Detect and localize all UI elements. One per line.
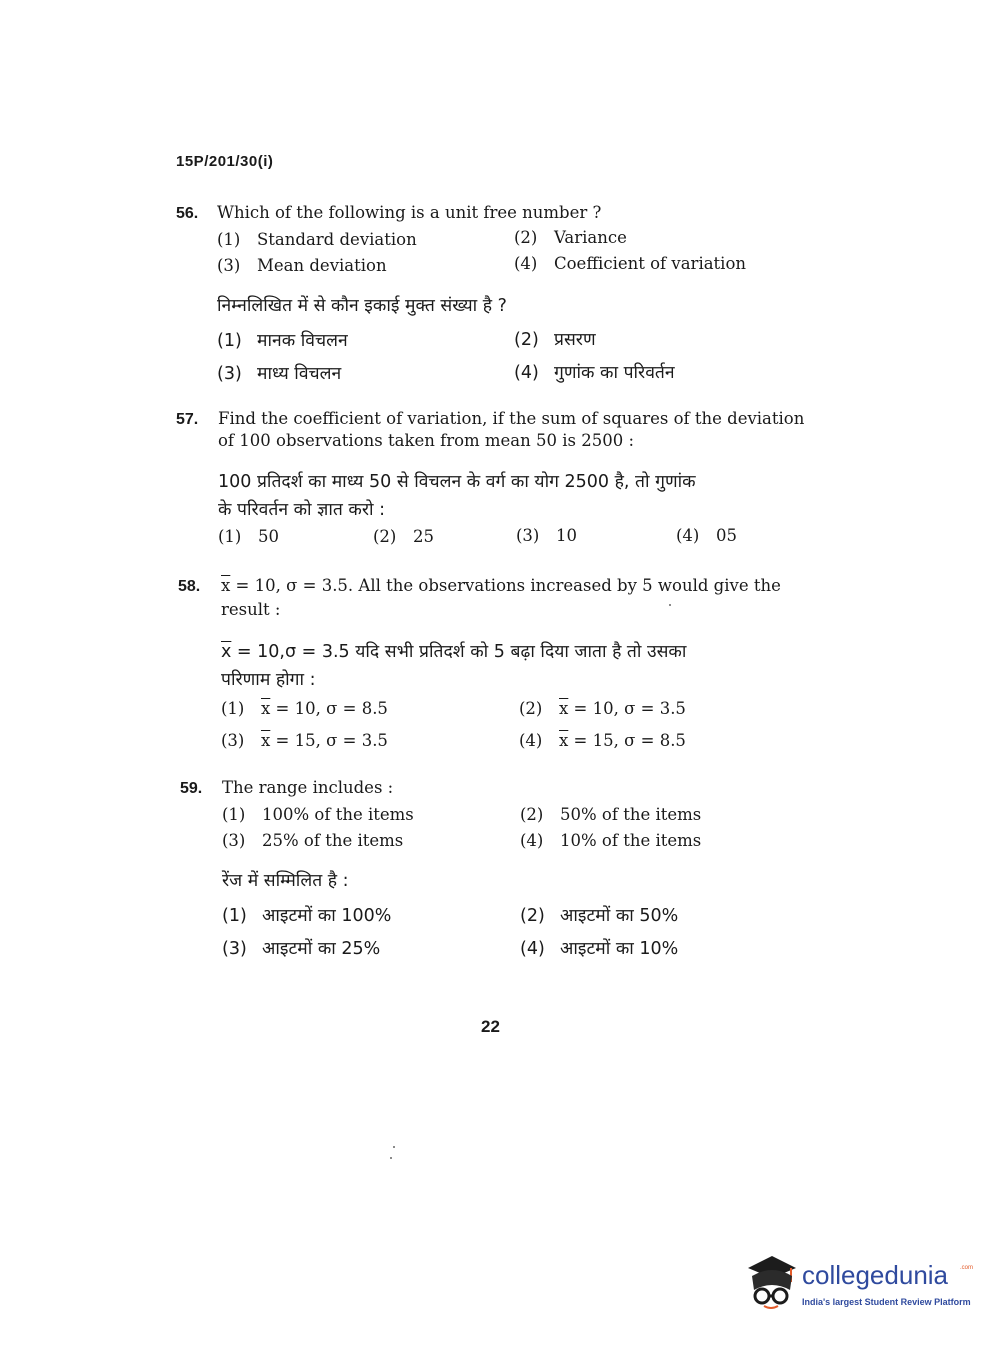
option[interactable]: (3) Mean deviation bbox=[217, 256, 387, 275]
question-text-en: of 100 observations taken from mean 50 is 2500 : bbox=[218, 431, 635, 450]
option[interactable]: (3) 25% of the items bbox=[222, 831, 404, 850]
option[interactable]: (4) गुणांक का परिवर्तन bbox=[514, 363, 675, 383]
question-text-en: Find the coefficient of variation, if the sum of squares of the deviation bbox=[218, 409, 805, 428]
scan-speck bbox=[390, 1157, 392, 1159]
option[interactable]: (3) 10 bbox=[516, 526, 577, 545]
brand-name: collegedunia bbox=[802, 1260, 949, 1290]
option[interactable]: (2) 50% of the items bbox=[520, 805, 702, 824]
option[interactable]: (4) $\overline{x} = 15$, σ = 8.5 bbox=[519, 731, 686, 750]
question-text-en: result : bbox=[221, 600, 281, 619]
option[interactable]: (1) 100% of the items bbox=[222, 805, 414, 824]
question-text-en: The range includes : bbox=[222, 778, 394, 797]
question-number: 59. bbox=[180, 780, 203, 797]
option[interactable]: (4) 05 bbox=[676, 526, 737, 545]
brand-tagline: India's largest Student Review Platform bbox=[802, 1297, 971, 1307]
paper-code: 15P/201/30(i) bbox=[176, 153, 274, 170]
option[interactable]: (2) $\overline{x} = 10$, σ = 3.5 bbox=[519, 699, 686, 718]
question-text-en: Which of the following is a unit free number ? bbox=[217, 203, 602, 222]
question-number: 57. bbox=[176, 411, 199, 428]
option[interactable]: (1) मानक विचलन bbox=[217, 331, 348, 351]
option[interactable]: (4) आइटमों का 10% bbox=[520, 939, 679, 959]
option[interactable]: (3) $\overline{x} = 15$, σ = 3.5 bbox=[221, 731, 388, 750]
option[interactable]: (4) Coefficient of variation bbox=[514, 254, 747, 273]
option[interactable]: (3) आइटमों का 25% bbox=[222, 939, 381, 959]
option[interactable]: (2) आइटमों का 50% bbox=[520, 906, 679, 926]
question-number: 56. bbox=[176, 205, 199, 222]
option[interactable]: (1) 50 bbox=[218, 527, 279, 546]
question-text-hi: रेंज में सम्मिलित है : bbox=[222, 871, 349, 891]
option[interactable]: (1) Standard deviation bbox=[217, 230, 417, 249]
scan-speck bbox=[669, 604, 671, 606]
question-text-en: $\overline{x} = 10$, σ = 3.5. All the observations increased by 5 would give the bbox=[221, 576, 781, 595]
question-number: 58. bbox=[178, 578, 201, 595]
option[interactable]: (1) $\overline{x} = 10$, σ = 8.5 bbox=[221, 699, 388, 718]
question-text-hi: के परिवर्तन को ज्ञात करो : bbox=[218, 500, 386, 520]
question-text-hi: परिणाम होगा : bbox=[221, 670, 316, 690]
collegedunia-watermark bbox=[742, 1250, 972, 1320]
option[interactable]: (2) प्रसरण bbox=[514, 330, 596, 350]
question-text-hi: $\overline{x} = 10,\sigma = 3.5$ यदि सभी प्रतिदर्श को 5 बढ़ा दिया जाता है तो उसका bbox=[221, 642, 687, 662]
page-number: 22 bbox=[481, 1017, 500, 1036]
option[interactable]: (2) 25 bbox=[373, 527, 434, 546]
option[interactable]: (1) आइटमों का 100% bbox=[222, 906, 392, 926]
question-text-hi: निम्नलिखित में से कौन इकाई मुक्त संख्या है ? bbox=[217, 296, 507, 316]
option[interactable]: (2) Variance bbox=[514, 228, 627, 247]
option[interactable]: (4) 10% of the items bbox=[520, 831, 702, 850]
brand-suffix: .com bbox=[960, 1265, 974, 1271]
option[interactable]: (3) माध्य विचलन bbox=[217, 364, 342, 384]
student-mascot-icon bbox=[742, 1250, 802, 1310]
question-text-hi: 100 प्रतिदर्श का माध्य 50 से विचलन के वर्ग का योग 2500 है, तो गुणांक bbox=[218, 472, 696, 492]
scan-speck bbox=[393, 1146, 395, 1148]
